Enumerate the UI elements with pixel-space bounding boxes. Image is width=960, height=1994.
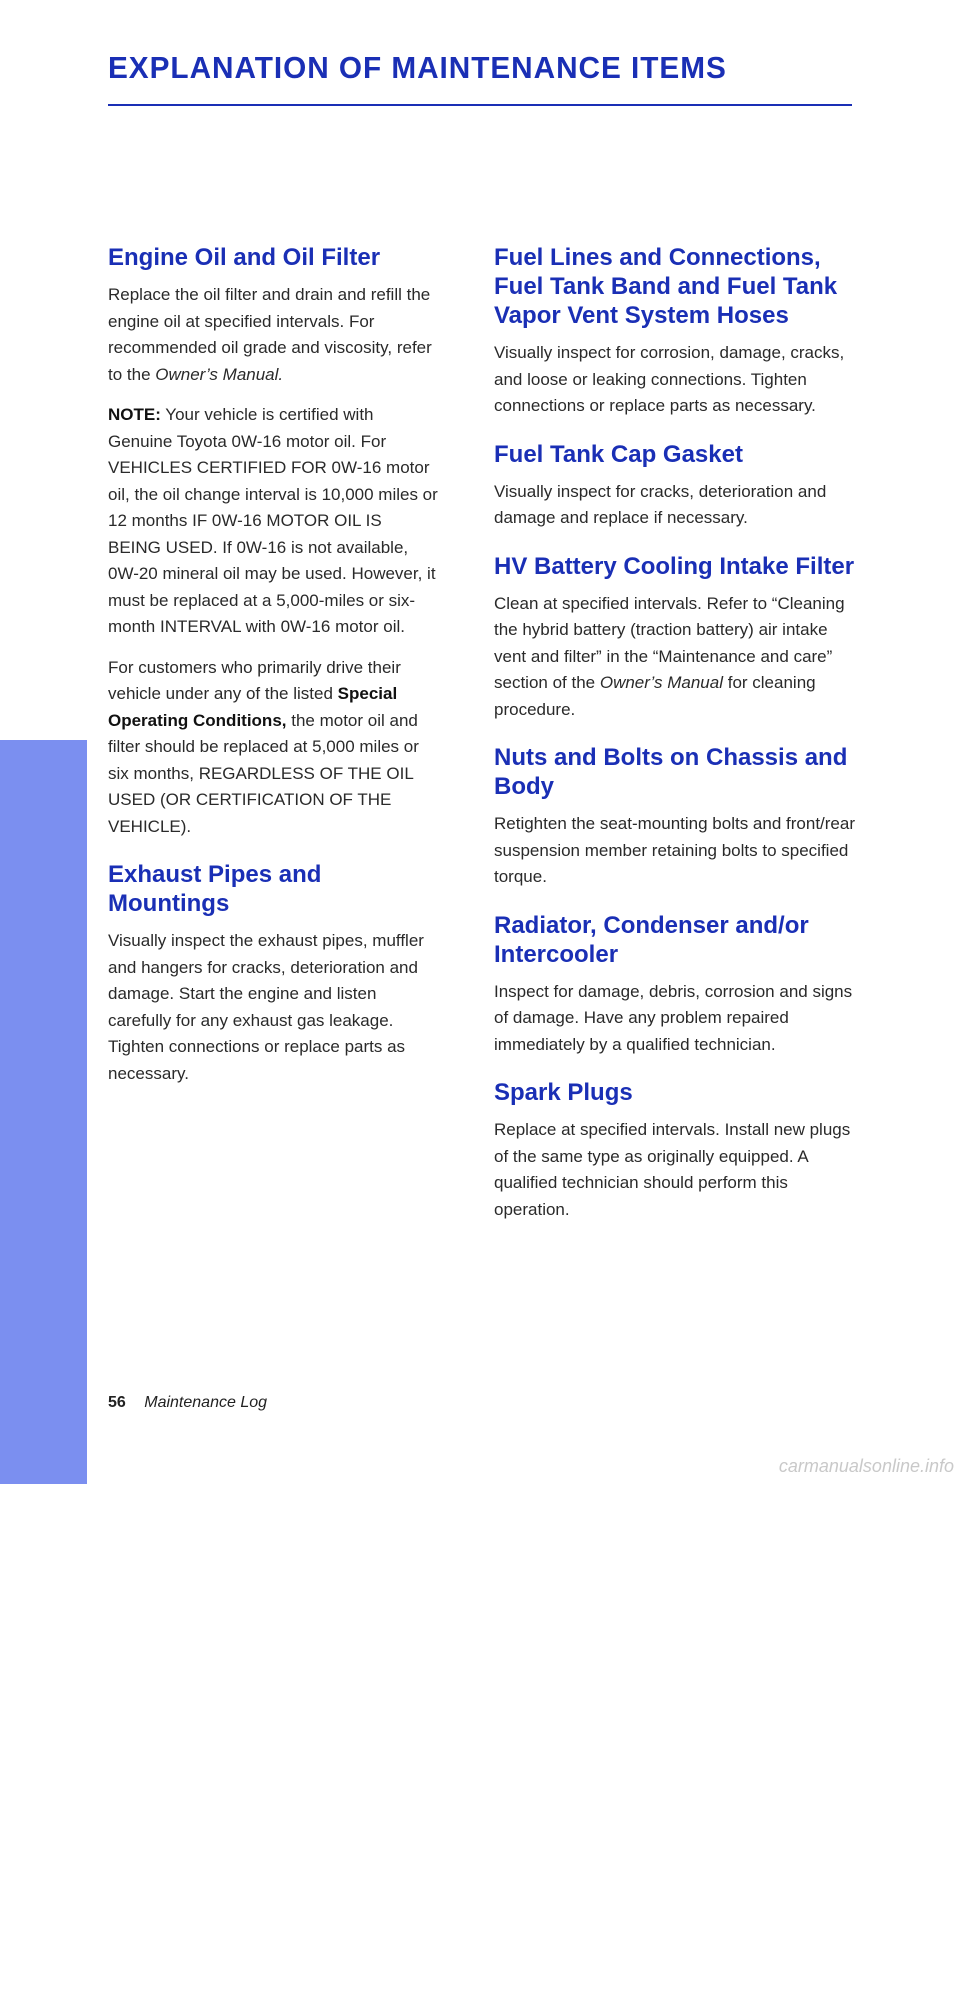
page-title: EXPLANATION OF MAINTENANCE ITEMS [108, 50, 727, 85]
paragraph-text: Clean at specified intervals. Refer to “Cleaning the hybrid battery (traction battery) air intake vent and filter” in the “Maintenance and care” section of the [494, 593, 845, 692]
section-heading: HV Battery Cooling Intake Filter [494, 552, 855, 580]
owners-manual-reference: Owner’s Manual [599, 673, 723, 692]
title-divider [108, 104, 852, 106]
section-heading: Engine Oil and Oil Filter [108, 244, 381, 271]
note-text: Your vehicle is certified with Genuine Toyota 0W-16 motor oil. For VEHICLES CERTIFIED FOR 0W-16 motor oil, the oil change interval is 10,000 miles or 12 months IF 0W-16 MOTOR OIL IS BEING USED. If 0W-16 is not available, 0W-20 mineral oil may be used. However, it must be replaced at a 5,000-miles or six-month INTERVAL with 0W-16 motor oil. [108, 405, 438, 636]
page-number: 56 [108, 1394, 126, 1411]
section-hv-battery [494, 552, 856, 724]
paragraph: Replace at specified intervals. Install new plugs of the same type as originally equipped. A qualified technician should perform this operation. [494, 1120, 851, 1219]
paragraph-text: for cleaning procedure. [494, 673, 816, 719]
owners-manual-reference: Owner’s Manual. [155, 364, 284, 384]
section-spark-plugs [494, 1078, 856, 1223]
section-heading: Nuts and Bolts on Chassis and Body [494, 744, 848, 800]
section-heading: Radiator, Condenser and/or Intercooler [494, 911, 809, 968]
note-paragraph [108, 402, 438, 641]
section-radiator [494, 911, 856, 1059]
paragraph: Inspect for damage, debris, corrosion and signs of damage. Have any problem repaired immediately by a qualified technician. [494, 981, 853, 1054]
section-heading: Fuel Tank Cap Gasket [494, 440, 743, 468]
side-tab-label: MAINTENANCE [24, 1706, 61, 1994]
section-fuel-lines [494, 243, 856, 420]
paragraph: Visually inspect for cracks, deterioration and damage and replace if necessary. [494, 481, 827, 527]
left-column [108, 243, 438, 1107]
section-heading: Spark Plugs [494, 1079, 633, 1106]
paragraph: Visually inspect for corrosion, damage, cracks, and loose or leaking connections. Tighten connections or replace parts as necessary. [494, 343, 845, 415]
section-heading: Exhaust Pipes and Mountings [108, 861, 322, 917]
paragraph: Retighten the seat-mounting bolts and front/rear suspension member retaining bolts to specified torque. [494, 814, 855, 886]
paragraph [108, 655, 438, 841]
watermark: carmanualsonline.info [778, 1456, 954, 1476]
right-column [494, 243, 856, 1243]
paragraph-text: For customers who primarily drive their vehicle under any of the listed [108, 657, 401, 703]
page-footer [108, 1394, 267, 1412]
paragraph-text: Replace the oil filter and drain and refill the engine oil at specified intervals. For recommended oil grade and viscosity, refer to the [108, 285, 432, 384]
paragraph [108, 282, 438, 388]
section-exhaust [108, 860, 438, 1087]
paragraph [494, 591, 856, 724]
side-tab [0, 740, 87, 1994]
section-fuel-cap [494, 440, 856, 532]
note-label: NOTE: [108, 405, 161, 424]
paragraph: Visually inspect the exhaust pipes, muffler and hangers for cracks, deterioration and damage. Start the engine and listen carefully for any exhaust gas leakage. Tighten connections or replace parts as necessary. [108, 931, 424, 1083]
special-conditions-term: Special Operating Conditions, [108, 684, 398, 730]
section-engine-oil [108, 243, 438, 840]
paragraph-text: the motor oil and filter should be replaced at 5,000 miles or six months, REGARDLESS OF THE OIL USED (OR CERTIFICATION OF THE VEHICLE). [108, 710, 419, 836]
section-heading: Fuel Lines and Connections, Fuel Tank Band and Fuel Tank Vapor Vent System Hoses [494, 244, 838, 329]
section-nuts-bolts [494, 743, 856, 891]
footer-label: Maintenance Log [144, 1394, 268, 1411]
